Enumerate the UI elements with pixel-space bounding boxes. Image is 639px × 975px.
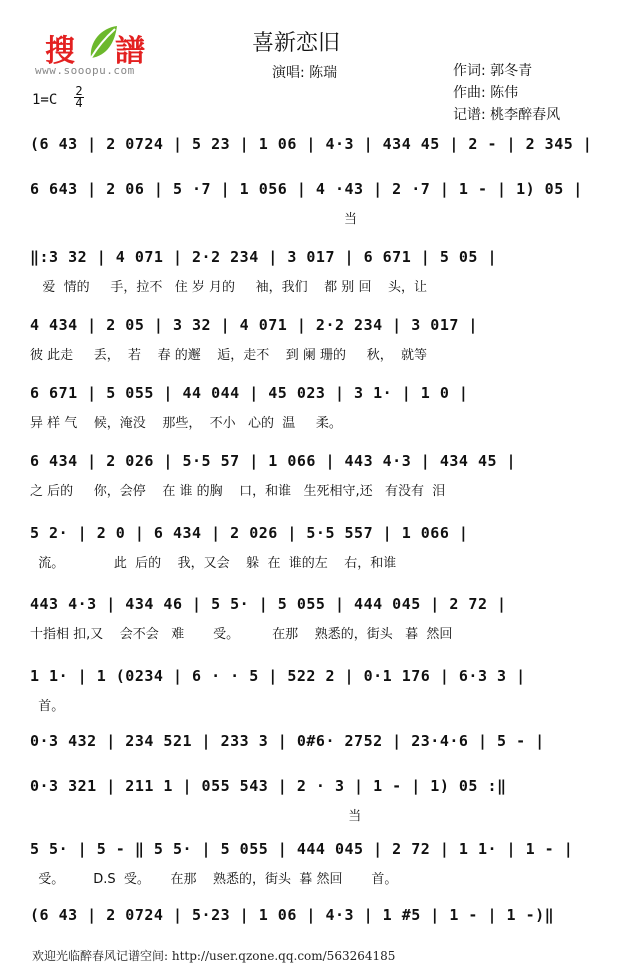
logo-char-right: 譜 [115, 34, 147, 69]
notation-line: ‖:3 32 | 4 071 | 2·2 234 | 3 017 | 6 671 | 5 05 | [30, 248, 498, 266]
lyricist-credit: 作词: 郭冬青 [453, 63, 533, 79]
transcriber-credit: 记谱: 桃李醉春风 [453, 107, 561, 123]
notation-line: 0·3 432 | 234 521 | 233 3 | 0#6· 2752 | 23·4·6 | 5 - | [30, 732, 545, 750]
leaf-icon [85, 24, 119, 62]
score-row [30, 524, 610, 571]
score-row [30, 180, 610, 227]
score-row [30, 595, 610, 642]
lyric-line: 受。 D.S 受。 在那 熟悉的，街头 暮 然回 首。 [30, 872, 398, 887]
notation-line: 1 1· | 1 (0234 | 6 · · 5 | 522 2 | 0·1 176 | 6·3 3 | [30, 667, 526, 685]
lyric-line: 首。 [30, 699, 65, 714]
score-row [30, 906, 610, 940]
notation-line: 6 671 | 5 055 | 44 044 | 45 023 | 3 1· | 1 0 | [30, 384, 469, 402]
logo-url: www.sooopu.com [35, 64, 135, 77]
notation-line: 5 2· | 2 0 | 6 434 | 2 026 | 5·5 557 | 1 066 | [30, 524, 469, 542]
score-row [30, 732, 610, 766]
lyric-line: 异 样 气 候，淹没 那些， 不小 心的 温 柔。 [30, 416, 342, 431]
notation-line: 0·3 321 | 211 1 | 055 543 | 2 · 3 | 1 - | 1) 05 :‖ [30, 777, 507, 795]
notation-line: 4 434 | 2 05 | 3 32 | 4 071 | 2·2 234 | 3 017 | [30, 316, 478, 334]
site-logo [35, 24, 160, 84]
logo-char-left: 搜 [45, 34, 77, 69]
score-row [30, 384, 610, 431]
score-row [30, 316, 610, 363]
notation-line: 6 643 | 2 06 | 5 ·7 | 1 056 | 4 ·43 | 2 ·7 | 1 - | 1) 05 | [30, 180, 583, 198]
score-row [30, 777, 610, 824]
lyric-line: 当 [30, 809, 362, 824]
score-row [30, 840, 610, 887]
lyric-line: 流。 此 后的 我，又会 躲 在 谁的左 右，和谁 [30, 556, 397, 571]
footer-text: 欢迎光临醉春风记谱空间: http://user.qzone.qq.com/563264185 [32, 949, 396, 963]
time-top: 2 [75, 84, 83, 98]
lyric-line: 十指相 扣,又 会不会 难 受。 在那 熟悉的，街头 暮 然回 [30, 627, 453, 642]
lyric-line: 彼 此走 丢， 若 春 的邂 逅，走不 到 阑 珊的 秋， 就等 [30, 348, 427, 363]
score-row [30, 452, 610, 499]
time-bottom: 4 [75, 96, 83, 110]
song-title: 喜新恋旧 [252, 31, 341, 56]
lyric-line: 当 [30, 212, 358, 227]
score-row [30, 248, 610, 295]
lyric-line: 之 后的 你，会停 在 谁 的胸 口，和谁 生死相守,还 有没有 泪 [30, 484, 446, 499]
score-row [30, 135, 610, 169]
notation-line: 6 434 | 2 026 | 5·5 57 | 1 066 | 443 4·3 | 434 45 | [30, 452, 517, 470]
key-signature: 1=C [32, 92, 58, 108]
singer-credit: 演唱: 陈瑞 [272, 65, 338, 81]
notation-line: 5 5· | 5 - ‖ 5 5· | 5 055 | 444 045 | 2 72 | 1 1· | 1 - | [30, 840, 574, 858]
notation-line: (6 43 | 2 0724 | 5 23 | 1 06 | 4·3 | 434 45 | 2 - | 2 345 | [30, 135, 593, 153]
lyric-line: 爱 情的 手，拉不 住 岁 月的 袖，我们 都 别 回 头，让 [30, 280, 427, 295]
composer-credit: 作曲: 陈伟 [453, 85, 519, 101]
notation-line: (6 43 | 2 0724 | 5·23 | 1 06 | 4·3 | 1 #5 | 1 - | 1 -)‖ [30, 906, 555, 924]
score-row [30, 667, 610, 714]
time-signature [74, 86, 84, 109]
notation-line: 443 4·3 | 434 46 | 5 5· | 5 055 | 444 045 | 2 72 | [30, 595, 507, 613]
